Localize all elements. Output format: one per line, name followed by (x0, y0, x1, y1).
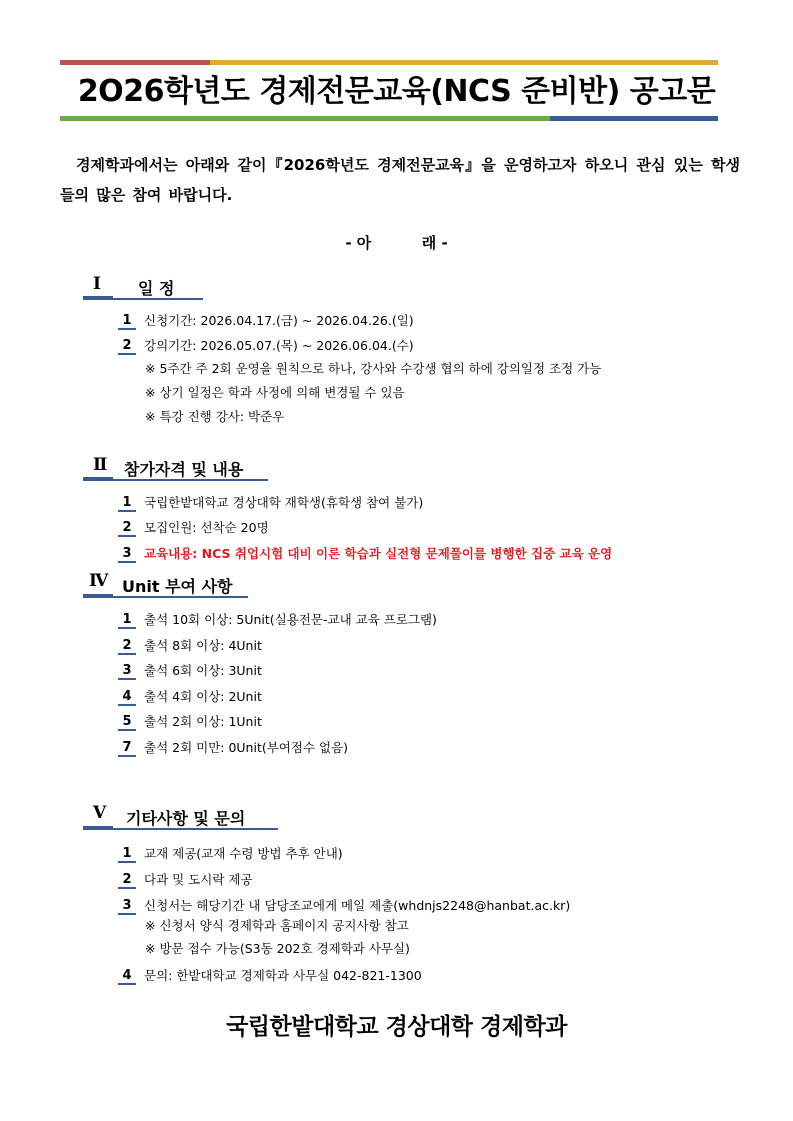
list-item: 1 교재 제공(교재 수령 방법 추후 안내) (118, 844, 343, 863)
list-item: 2 강의기간: 2026.05.07.(목) ~ 2026.06.04.(수) (118, 336, 414, 355)
notice-heading-left: - 아 (345, 234, 372, 252)
notice-heading-right: 래 - (421, 234, 448, 252)
note: ※ 신청서 양식 경제학과 홈페이지 공지사항 참고 (145, 918, 409, 933)
list-item: 7 출석 2회 미만: 0Unit(부여점수 없음) (118, 738, 348, 757)
notice-heading (0, 232, 793, 253)
list-item: 1 신청기간: 2026.04.17.(금) ~ 2026.04.26.(일) (118, 311, 414, 330)
list-item: 2 모집인원: 선착순 20명 (118, 518, 269, 537)
section-underline-eligibility-thin (113, 479, 268, 481)
section-title-etc: 기타사항 및 문의 (126, 809, 246, 828)
section-underline-eligibility (83, 477, 113, 481)
section-title-unit: Unit 부여 사항 (122, 577, 233, 596)
list-item: 3 출석 6회 이상: 3Unit (118, 661, 262, 680)
note: ※ 방문 접수 가능(S3동 202호 경제학과 사무실) (145, 941, 410, 956)
section-underline-schedule (83, 296, 113, 300)
section-underline-etc (83, 826, 113, 830)
list-item: 2 다과 및 도시락 제공 (118, 870, 253, 889)
title-bar-green (60, 116, 550, 121)
list-item-highlight: 3 교육내용: NCS 취업시험 대비 이론 학습과 실전형 문제풀이를 병행한 집중 교육 운영 (118, 544, 612, 563)
note: ※ 특강 진행 강사: 박준우 (145, 409, 285, 424)
list-item: 2 출석 8회 이상: 4Unit (118, 636, 262, 655)
section-underline-unit-thin (113, 596, 248, 598)
list-item: 4 문의: 한밭대학교 경제학과 사무실 042-821-1300 (118, 966, 422, 985)
section-underline-unit (83, 594, 113, 598)
list-item: 5 출석 2회 이상: 1Unit (118, 712, 262, 731)
intro-paragraph: 경제학과에서는 아래와 같이『2026학년도 경제전문교육』을 운영하고자 하오니 관심 있는 학생들의 많은 참여 바랍니다. (60, 156, 740, 204)
list-item: 3 신청서는 해당기간 내 담당조교에게 메일 제출(whdnjs2248@hanbat.ac.kr) (118, 896, 570, 915)
page-title: 2O26학년도 경제전문교육(NCS 준비반) 공고문 (77, 74, 716, 109)
top-bar-gold (210, 60, 718, 65)
section-number-schedule: Ⅰ (93, 274, 101, 294)
footer-organization: 국립한밭대학교 경상대학 경제학과 (226, 1014, 567, 1040)
section-underline-schedule-thin (113, 298, 203, 300)
note: ※ 상기 일정은 학과 사정에 의해 변경될 수 있음 (145, 385, 405, 400)
list-item: 1 출석 10회 이상: 5Unit(실용전문-교내 교육 프로그램) (118, 610, 437, 629)
section-number-eligibility: Ⅱ (93, 455, 108, 475)
title-bar-blue (550, 116, 718, 121)
section-number-etc: Ⅴ (93, 803, 107, 823)
list-item: 4 출석 4회 이상: 2Unit (118, 687, 262, 706)
top-bar-red (60, 60, 210, 65)
section-underline-etc-thin (113, 828, 278, 830)
note: ※ 5주간 주 2회 운영을 원칙으로 하나, 강사와 수강생 협의 하에 강의일정 조정 가능 (145, 361, 602, 376)
section-title-eligibility: 참가자격 및 내용 (124, 460, 244, 479)
section-number-unit: Ⅳ (89, 571, 109, 591)
section-title-schedule: 일 정 (138, 279, 175, 298)
list-item: 1 국립한밭대학교 경상대학 재학생(휴학생 참여 불가) (118, 493, 423, 512)
